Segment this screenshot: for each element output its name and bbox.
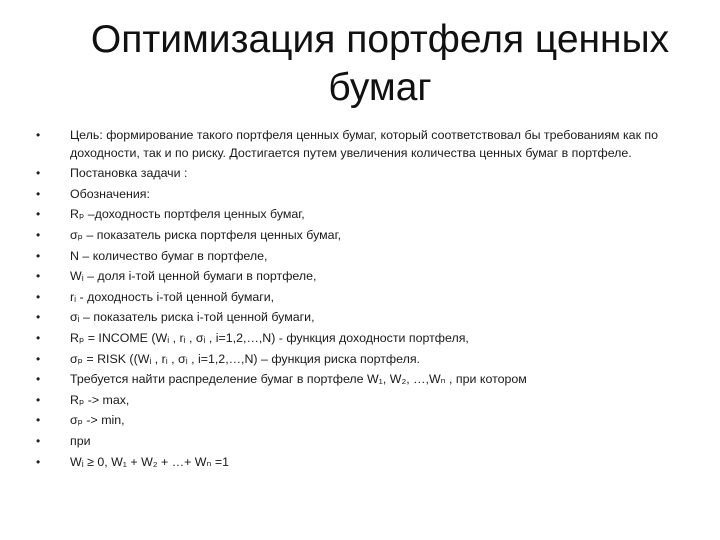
bullet-constraint: • Wᵢ ≥ 0, W₁ + W₂ + …+ Wₙ =1 [36, 453, 686, 473]
slide-title [40, 16, 720, 112]
bullet-sigma-i-definition: • σᵢ – показатель риска i-той ценной бумаги, [36, 308, 686, 328]
bullet-income-function: • Rₚ = INCOME (Wᵢ , rᵢ , σᵢ , i=1,2,…,N) - функция доходности портфеля, [36, 329, 686, 349]
bullet-list [36, 127, 686, 473]
bullet-problem-statement: • Постановка задачи : [36, 164, 686, 184]
bullet-rp-max: • Rₚ -> max, [36, 391, 686, 411]
bullet-requirement: • Требуется найти распределение бумаг в портфеле W₁, W₂, …,Wₙ , при котором [36, 370, 686, 390]
bullet-wi-definition: • Wᵢ – доля i-той ценной бумаги в портфеле, [36, 267, 686, 287]
bullet-rp-definition: • Rₚ –доходность портфеля ценных бумаг, [36, 205, 686, 225]
bullet-risk-function: • σₚ = RISK ((Wᵢ , rᵢ , σᵢ , i=1,2,…,N) – функция риска портфеля. [36, 350, 686, 370]
title-line-1: Оптимизация портфеля ценных [90, 18, 670, 61]
bullet-condition-word: • при [36, 432, 686, 452]
bullet-sigma-p-min: • σₚ -> min, [36, 411, 686, 431]
bullet-ri-definition: • rᵢ - доходность i-той ценной бумаги, [36, 288, 686, 308]
bullet-n-definition: • N – количество бумаг в портфеле, [36, 247, 686, 267]
bullet-notation: • Обозначения: [36, 185, 686, 205]
bullet-sigma-p-definition: • σₚ – показатель риска портфеля ценных бумаг, [36, 226, 686, 246]
bullet-goal: • Цель: формирование такого портфеля ценных бумаг, который соответствовал бы требованиям как по доходности, так и по риску. Достигается путем увеличения количества ценных бумаг в портфеле. [36, 127, 686, 162]
title-line-2: бумаг [328, 66, 432, 109]
